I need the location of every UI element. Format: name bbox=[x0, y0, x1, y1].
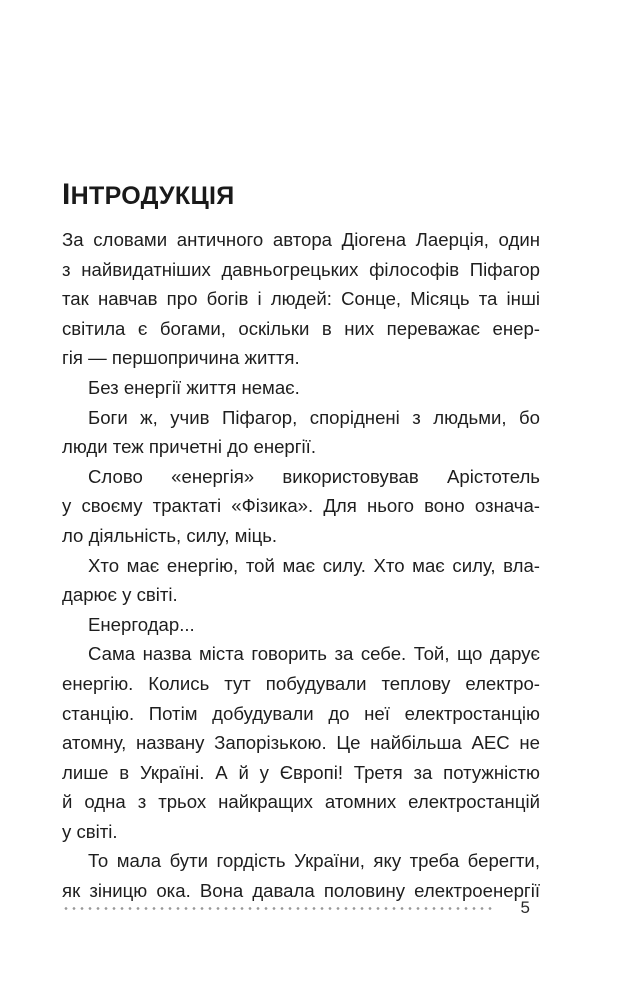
text-line: Сама назва міста говорить за себе. Той, що дарує bbox=[88, 643, 540, 665]
text-line: Хто має енергію, той має силу. Хто має силу, вла- bbox=[88, 554, 540, 576]
text-line: Без енергії життя немає. bbox=[88, 376, 300, 398]
text-line: дарює у світі. bbox=[62, 584, 178, 606]
text-line: лише в Україні. А й у Європі! Третя за потужністю bbox=[62, 761, 540, 783]
text-line: атомну, названу Запорізькою. Це найбільша АЕС не bbox=[62, 732, 540, 754]
text-line: з найвидатніших давньогрецьких філософів Піфагор bbox=[62, 258, 540, 280]
text-line: у своєму трактаті «Фізика». Для нього воно означа- bbox=[62, 495, 540, 517]
text-line: То мала бути гордість України, яку треба берегти, bbox=[88, 850, 540, 872]
text-line: гія — першопричина життя. bbox=[62, 347, 300, 369]
text-line: Енергодар... bbox=[88, 613, 195, 635]
chapter-heading bbox=[62, 178, 235, 212]
text-line: Боги ж, учив Піфагор, споріднені з людьми, бо bbox=[88, 406, 540, 428]
body-text bbox=[62, 225, 540, 906]
page-footer bbox=[62, 898, 540, 918]
text-line: світила є богами, оскільки в них переважає енер- bbox=[62, 317, 540, 339]
text-line: За словами античного автора Діогена Лаерція, один bbox=[62, 229, 540, 250]
text-line: у світі. bbox=[62, 820, 118, 842]
text-line: ло діяльність, силу, міць. bbox=[62, 524, 278, 546]
text-line: так навчав про богів і людей: Сонце, Місяць та інші bbox=[62, 288, 540, 310]
text-line: люди теж причетні до енергії. bbox=[62, 436, 317, 458]
text-line: Слово «енергія» використовував Арістотель bbox=[88, 465, 540, 487]
text-line: станцію. Потім добудували до неї електростанцію bbox=[62, 702, 540, 724]
text-line: як зіницю ока. Вона давала половину електроенергії bbox=[62, 880, 540, 902]
text-line: й одна з трьох найкращих атомних електростанцій bbox=[62, 791, 540, 813]
heading-rest: НТРОДУКЦІЯ bbox=[70, 182, 235, 210]
text-line: енергію. Колись тут побудували теплову електро- bbox=[62, 672, 540, 694]
heading-initial: І bbox=[62, 178, 71, 211]
page-number: 5 bbox=[520, 898, 530, 917]
dotted-rule bbox=[62, 907, 494, 910]
